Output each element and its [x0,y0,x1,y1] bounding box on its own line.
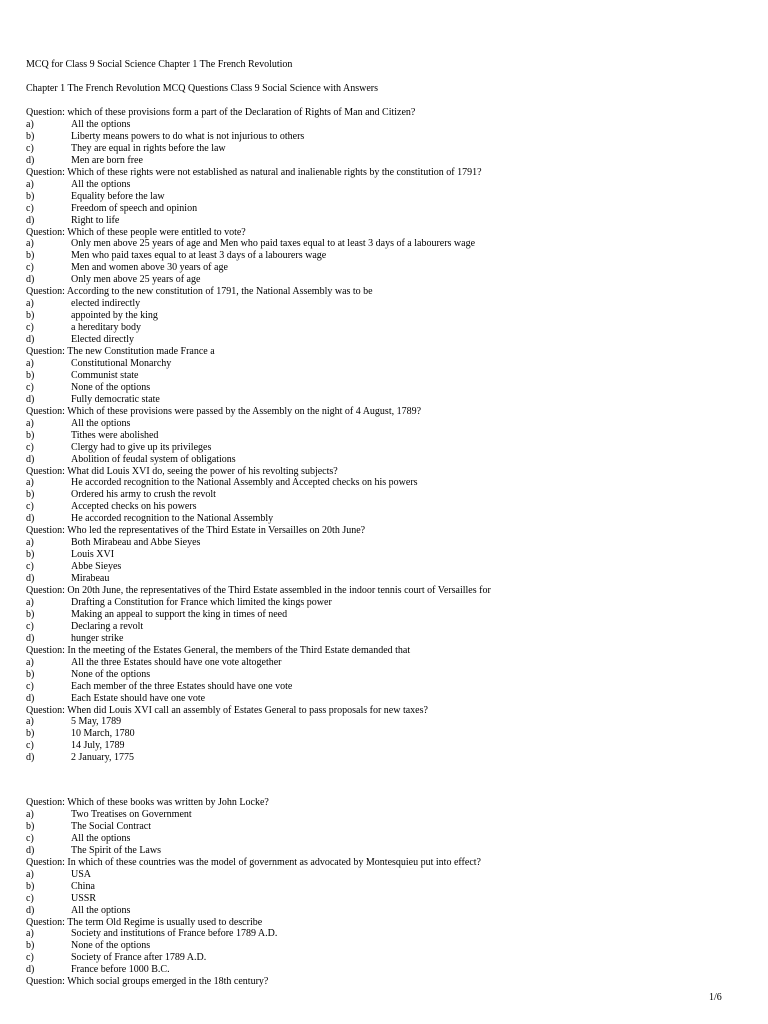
option-letter: d) [26,334,35,346]
option-letter: a) [26,238,34,250]
option-letter: a) [26,417,34,429]
option-letter: d) [26,214,35,226]
option-letter: a) [26,537,34,549]
option-text: He accorded recognition to the National Assembly [71,513,274,525]
option-letter: c) [26,952,34,964]
option-letter: c) [26,892,34,904]
question-text: Question: The new Constitution made France a [26,346,215,357]
option-letter: c) [26,832,34,844]
option-letter: b) [26,130,35,142]
option-text: Society and institutions of France before 1789 A.D. [71,928,278,940]
option-text: France before 1000 B.C. [71,964,170,976]
question-text: Question: Which of these provisions were passed by the Assembly on the night of 4 August, 1789? [26,405,422,417]
option-text: Both Mirabeau and Abbe Sieyes [71,537,201,549]
option-letter: a) [26,477,34,489]
option-text: All the options [71,118,131,130]
option-letter: b) [26,369,35,381]
option-text: None of the options [71,381,151,393]
option-letter: a) [26,298,34,310]
option-text: Right to life [71,214,120,226]
question-text: Question: which of these provisions form a part of the Declaration of Rights of Man and Citizen? [26,107,416,118]
document-title: MCQ for Class 9 Social Science Chapter 1 The French Revolution [26,59,293,70]
option-text: elected indirectly [71,298,141,310]
option-letter: d) [26,632,35,644]
option-text: Liberty means powers to do what is not injurious to others [71,130,305,142]
option-letter: c) [26,441,34,453]
option-text: All the three Estates should have one vote altogether [71,656,282,668]
option-text: Tithes were abolished [71,429,159,441]
option-letter: d) [26,964,35,976]
question-text: Question: Who led the representatives of the Third Estate in Versailles on 20th June? [26,525,366,537]
option-text: Communist state [71,369,139,381]
option-text: hunger strike [71,632,124,644]
option-text: USSR [71,892,97,904]
option-text: 10 March, 1780 [71,728,135,740]
option-text: Men and women above 30 years of age [71,262,228,274]
option-text: All the options [71,832,131,844]
option-letter: c) [26,561,34,573]
option-letter: b) [26,310,35,322]
option-text: 14 July, 1789 [71,740,125,752]
option-text: He accorded recognition to the National Assembly and Accepted checks on his powers [71,477,418,489]
option-text: Clergy had to give up its privileges [71,441,212,453]
question-text: Question: In which of these countries was the model of government as advocated by Montesquieu put into effect? [26,856,481,868]
option-letter: c) [26,142,34,154]
option-letter: a) [26,656,34,668]
option-letter: c) [26,202,34,214]
question-text: Question: In the meeting of the Estates General, the members of the Third Estate demanded that [26,644,411,656]
option-letter: c) [26,501,34,513]
option-letter: a) [26,716,34,728]
option-letter: b) [26,549,35,561]
question-text: Question: What did Louis XVI do, seeing the power of his revolting subjects? [26,465,338,477]
option-text: Abbe Sieyes [71,561,122,573]
option-letter: b) [26,190,35,202]
option-text: They are equal in rights before the law [71,142,226,154]
document-subtitle: Chapter 1 The French Revolution MCQ Questions Class 9 Social Science with Answers [26,83,378,94]
option-text: Louis XVI [71,549,115,561]
option-letter: c) [26,680,34,692]
question-text: Question: When did Louis XVI call an assembly of Estates General to pass proposals for new taxes? [26,704,428,716]
option-letter: c) [26,620,34,632]
option-text: Drafting a Constitution for France which limited the kings power [71,596,332,608]
option-text: Each Estate should have one vote [71,692,206,704]
option-text: All the options [71,417,131,429]
option-text: China [71,880,95,892]
option-letter: a) [26,808,34,820]
question-text: Question: Which social groups emerged in the 18th century? [26,976,269,988]
option-text: Men who paid taxes equal to at least 3 days of a labourers wage [71,250,327,262]
option-letter: a) [26,928,34,940]
option-text: Each member of the three Estates should have one vote [71,680,293,692]
option-letter: a) [26,118,34,130]
option-letter: b) [26,880,35,892]
option-text: Men are born free [71,154,143,166]
page-number: 1/6 [709,992,722,1003]
option-text: Constitutional Monarchy [71,357,172,369]
option-text: Two Treatises on Government [71,808,192,820]
option-text: USA [71,868,92,880]
option-letter: d) [26,274,35,286]
option-text: Accepted checks on his powers [71,501,197,513]
option-text: Making an appeal to support the king in times of need [71,608,288,620]
option-letter: d) [26,154,35,166]
option-letter: b) [26,820,35,832]
option-letter: d) [26,513,35,525]
option-text: All the options [71,178,131,190]
option-text: Only men above 25 years of age and Men who paid taxes equal to at least 3 days of a labourers wage [71,238,476,250]
option-text: The Spirit of the Laws [71,844,161,856]
option-text: All the options [71,904,131,916]
option-letter: c) [26,322,34,334]
option-letter: c) [26,381,34,393]
option-letter: c) [26,740,34,752]
option-text: The Social Contract [71,820,151,832]
option-text: None of the options [71,940,151,952]
option-letter: d) [26,692,35,704]
option-text: None of the options [71,668,151,680]
option-text: a hereditary body [71,322,141,334]
option-letter: b) [26,940,35,952]
option-letter: a) [26,178,34,190]
option-text: Ordered his army to crush the revolt [71,489,216,501]
option-letter: c) [26,262,34,274]
option-letter: a) [26,357,34,369]
option-text: 5 May, 1789 [71,716,122,728]
option-text: Only men above 25 years of age [71,274,201,286]
option-letter: b) [26,728,35,740]
option-text: Equality before the law [71,190,165,202]
option-letter: a) [26,868,34,880]
option-text: Freedom of speech and opinion [71,202,198,214]
question-text: Question: According to the new constitution of 1791, the National Assembly was to be [26,286,373,298]
question-text: Question: Which of these rights were not established as natural and inalienable rights by the constitution of 1791? [26,166,482,178]
option-text: 2 January, 1775 [71,752,134,764]
option-letter: b) [26,668,35,680]
option-letter: d) [26,453,35,465]
option-text: Abolition of feudal system of obligations [71,453,236,465]
question-text: Question: Which of these people were entitled to vote? [26,226,246,238]
option-letter: b) [26,250,35,262]
option-letter: b) [26,429,35,441]
question-text: Question: Which of these books was written by John Locke? [26,797,269,808]
option-letter: b) [26,489,35,501]
option-text: appointed by the king [71,310,158,322]
option-text: Mirabeau [71,573,110,585]
option-letter: d) [26,393,35,405]
option-text: Declaring a revolt [71,620,144,632]
option-letter: b) [26,608,35,620]
option-letter: d) [26,573,35,585]
option-letter: d) [26,844,35,856]
option-text: Elected directly [71,334,135,346]
option-text: Society of France after 1789 A.D. [71,952,207,964]
option-letter: a) [26,596,34,608]
question-text: Question: The term Old Regime is usually used to describe [26,916,263,928]
option-letter: d) [26,752,35,764]
question-text: Question: On 20th June, the representatives of the Third Estate assembled in the indoor tennis court of Versailles for [26,585,491,596]
option-letter: d) [26,904,35,916]
option-text: Fully democratic state [71,393,160,405]
